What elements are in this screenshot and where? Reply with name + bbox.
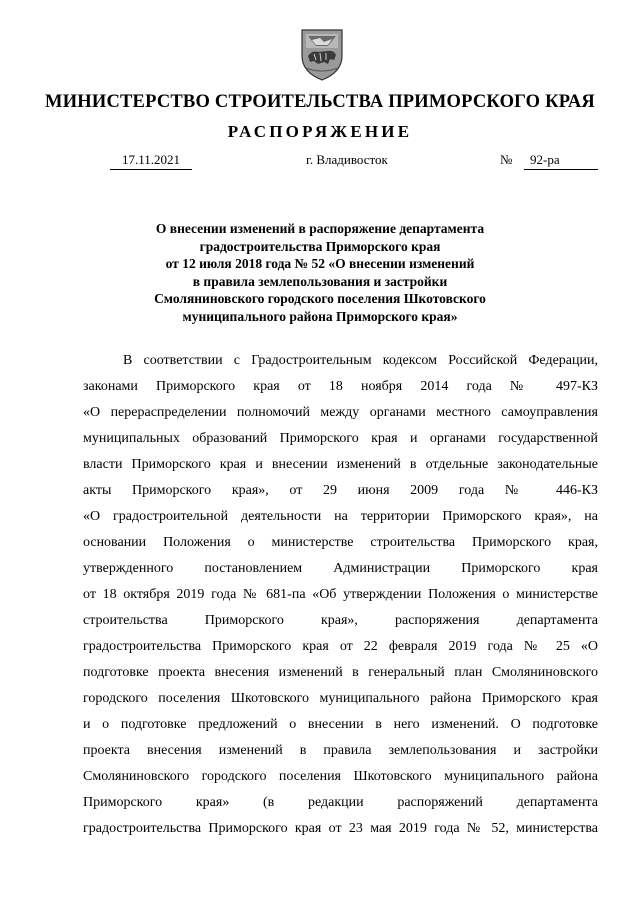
- body-line: и о подготовке предложений о внесении в него изменений. О подготовке: [83, 717, 598, 732]
- coat-of-arms-icon: [298, 26, 346, 82]
- body-line: градостроительства Приморского края от 22 февраля 2019 года № 25 «О: [83, 639, 598, 654]
- body-line: «О перераспределении полномочий между органами местного самоуправления: [83, 405, 598, 420]
- subject-line: градостроительства Приморского края: [199, 238, 441, 254]
- body-line: власти Приморского края и внесении изменений в отдельные законодательные: [83, 457, 598, 472]
- body-line: от 18 октября 2019 года № 681-па «Об утверждении Положения о министерстве: [83, 587, 598, 602]
- body-line: градостроительства Приморского края от 23 мая 2019 года № 52, министерства: [83, 821, 598, 836]
- subject-line: от 12 июля 2018 года № 52 «О внесении изменений: [165, 256, 475, 271]
- body-line: утвержденного постановлением Администрации Приморского края: [83, 561, 598, 576]
- body-line: законами Приморского края от 18 ноября 2014 года № 497-КЗ: [83, 379, 598, 394]
- document-subject: [120, 220, 520, 325]
- body-line: Приморского края» (в редакции распоряжений департамента: [83, 795, 598, 810]
- body-line: В соответствии с Градостроительным кодексом Российской Федерации,: [123, 353, 598, 368]
- body-line: муниципальных образований Приморского края и органами государственной: [83, 431, 598, 446]
- document-type: РАСПОРЯЖЕНИЕ: [227, 122, 413, 141]
- subject-line: О внесении изменений в распоряжение департамента: [155, 221, 485, 236]
- number-label: №: [500, 152, 513, 167]
- body-line: строительства Приморского края», распоряжения департамента: [83, 613, 598, 628]
- body-line: «О градостроительной деятельности на территории Приморского края», на: [83, 509, 598, 524]
- document-date: 17.11.2021: [110, 152, 192, 170]
- document-city: г. Владивосток: [306, 152, 388, 167]
- ministry-name: МИНИСТЕРСТВО СТРОИТЕЛЬСТВА ПРИМОРСКОГО КРАЯ: [45, 92, 595, 112]
- body-line: акты Приморского края», от 29 июня 2009 года № 446-КЗ: [83, 483, 598, 498]
- body-line: подготовке проекта внесения изменений в генеральный план Смоляниновского: [83, 665, 598, 680]
- subject-line: в правила землепользования и застройки: [192, 273, 448, 289]
- document-number: 92-ра: [524, 152, 598, 170]
- body-line: проекта внесения изменений в правила землепользования и застройки: [83, 743, 598, 758]
- document-body: [83, 348, 598, 842]
- body-line: основании Положения о министерстве строительства Приморского края,: [83, 535, 598, 550]
- subject-line: Смоляниновского городского поселения Шкотовского: [154, 291, 486, 306]
- body-line: Смоляниновского городского поселения Шкотовского муниципального района: [83, 769, 598, 784]
- subject-line: муниципального района Приморского края»: [182, 308, 458, 324]
- body-line: городского поселения Шкотовского муниципального района Приморского края: [83, 691, 598, 706]
